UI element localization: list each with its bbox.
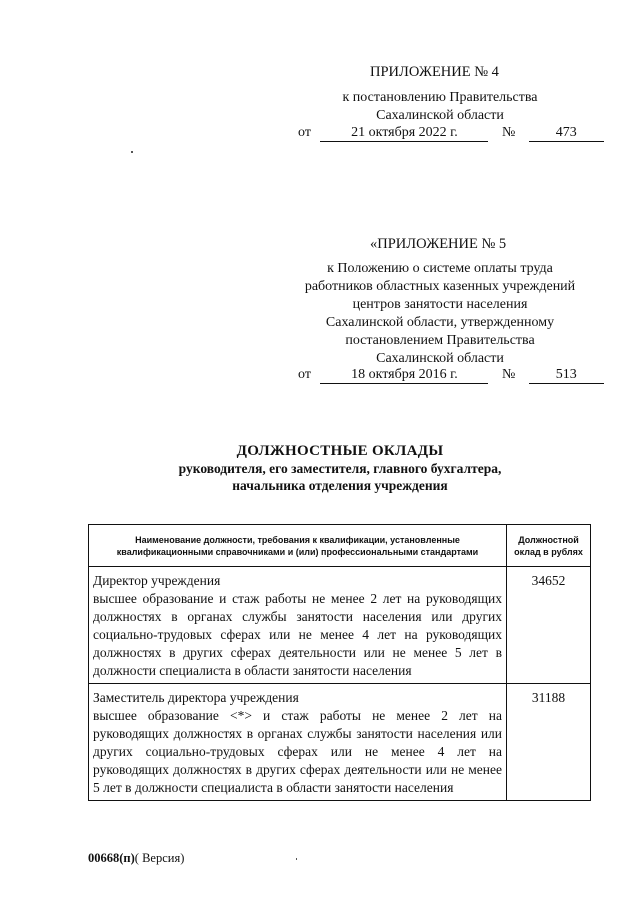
number-label: № — [501, 367, 516, 382]
appendix5-title: «ПРИЛОЖЕНИЕ № 5 — [370, 236, 507, 252]
position-title: Заместитель директора учреждения — [93, 690, 299, 705]
from-label: от — [298, 125, 311, 140]
table-header-row — [89, 525, 591, 567]
document-heading — [100, 442, 580, 494]
document-version: ( Версия) — [134, 851, 185, 865]
position-requirements: высшее образование <*> и стаж работы не менее 2 лет на руководящих должностях в органах службы занятости населения или других социально-трудовых сферах или не менее 4 лет на руководящих должностях в других сферах деятельности или не менее 5 лет в должности специалиста в области занятости населения — [93, 708, 502, 795]
table-row — [89, 567, 591, 684]
appendix5-line: Сахалинской области — [376, 351, 504, 366]
appendix4-date: 21 октября 2022 г. — [320, 124, 488, 142]
salary-cell: 31188 — [507, 684, 591, 801]
scan-speck — [131, 151, 133, 153]
document-footer — [88, 851, 184, 866]
salary-cell: 34652 — [507, 567, 591, 684]
appendix5-date: 18 октября 2016 г. — [320, 366, 488, 384]
position-title: Директор учреждения — [93, 573, 221, 588]
appendix4-reference — [320, 89, 560, 125]
heading-title: ДОЛЖНОСТНЫЕ ОКЛАДЫ — [236, 443, 444, 459]
table-row — [89, 684, 591, 801]
header-position: Наименование должности, требования к квалификации, установленные квалификационными справочниками и (или) профессиональными стандартами — [89, 525, 507, 567]
appendix5-number: 513 — [529, 366, 604, 384]
appendix4-line1: к постановлению Правительства — [342, 90, 538, 105]
scan-speck — [296, 858, 297, 860]
heading-subtitle-line2: начальника отделения учреждения — [232, 478, 448, 493]
header-salary: Должностной оклад в рублях — [507, 525, 591, 567]
appendix5-reference — [290, 260, 590, 368]
appendix4-number: 473 — [529, 124, 604, 142]
salary-table — [88, 524, 591, 801]
appendix4-line2: Сахалинской области — [376, 108, 504, 123]
position-cell — [89, 567, 507, 684]
from-label: от — [298, 367, 311, 382]
appendix5-line: постановлением Правительства — [345, 333, 535, 348]
appendix5-line: центров занятости населения — [352, 297, 528, 312]
appendix5-line: работников областных казенных учреждений — [304, 279, 576, 294]
appendix5-line: Сахалинской области, утвержденному — [325, 315, 555, 330]
number-label: № — [501, 125, 516, 140]
document-code: 00668(п) — [88, 851, 135, 865]
appendix5-date-number-row — [298, 366, 604, 384]
appendix4-date-number-row — [298, 124, 604, 142]
heading-subtitle-line1: руководителя, его заместителя, главного бухгалтера, — [178, 461, 502, 476]
appendix5-line: к Положению о системе оплаты труда — [327, 261, 553, 276]
appendix4-title: ПРИЛОЖЕНИЕ № 4 — [370, 64, 499, 80]
position-requirements: высшее образование и стаж работы не менее 2 лет на руководящих должностях в органах службы занятости населения или других социально-трудовых сферах или не менее 4 лет на руководящих должностях в других сферах деятельности или не менее 5 лет в должности специалиста в области занятости населения — [93, 591, 502, 678]
position-cell — [89, 684, 507, 801]
